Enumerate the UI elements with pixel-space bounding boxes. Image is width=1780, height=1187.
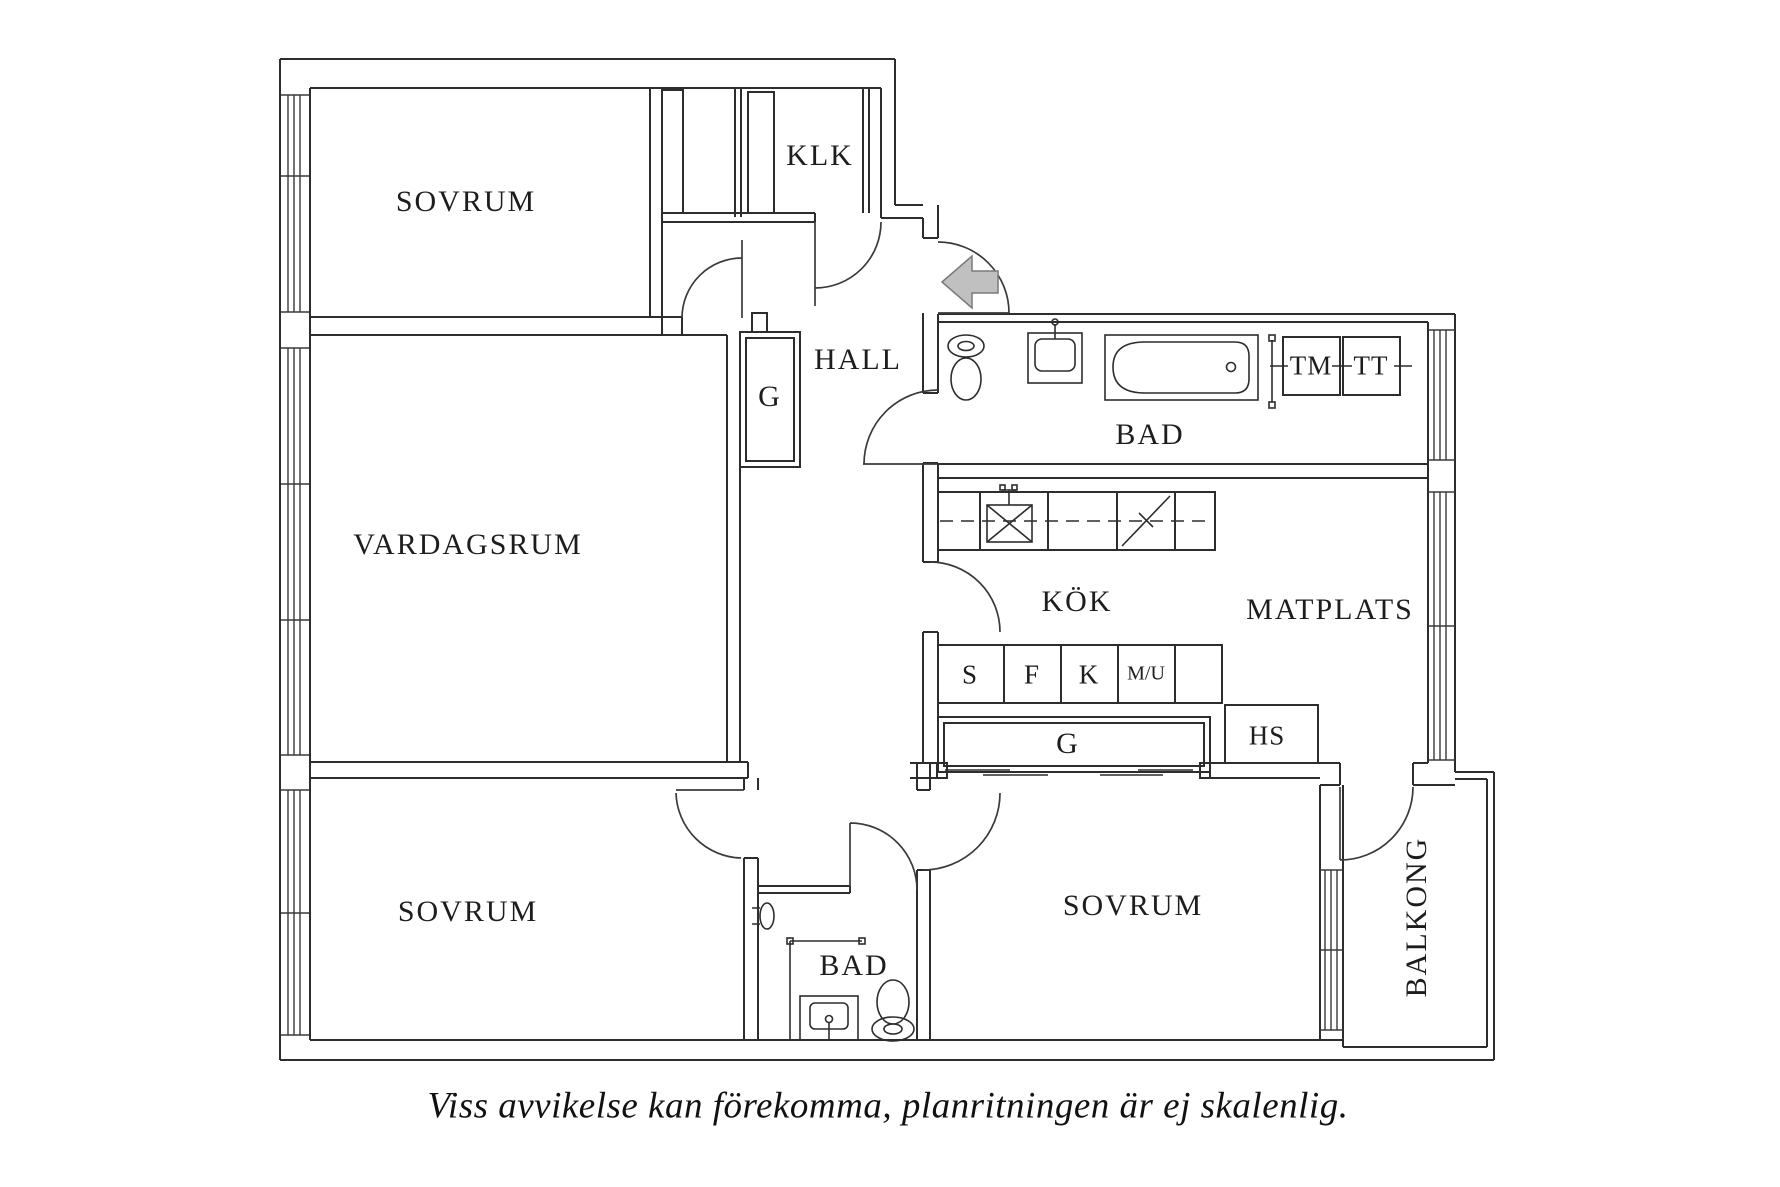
appliance-label-tm: TM [1289, 350, 1333, 381]
toilet-icon-main-bath [948, 335, 984, 400]
toilet-icon-small-bath [872, 980, 914, 1041]
drain-icon [1227, 363, 1236, 372]
cabinet-label-s: S [961, 659, 979, 690]
room-label-bad-main: BAD [1115, 418, 1185, 451]
room-label-balkong: BALKONG [1400, 836, 1433, 998]
room-label-bad-small: BAD [819, 949, 889, 982]
cabinet-label-f: F [1023, 659, 1041, 690]
window-vardagsrum [281, 348, 309, 755]
duct-shaft [662, 90, 683, 213]
closet-klk-rail-icon [748, 92, 774, 213]
disclaimer-caption: Viss avvikelse kan förekomma, planritningen är ej skalenlig. [427, 1085, 1349, 1127]
window-sovrum-se [1320, 870, 1343, 1030]
door-bad-main [863, 390, 938, 464]
room-label-kok: KÖK [1041, 585, 1113, 618]
door-bad-small [850, 823, 917, 890]
window-sovrum-sw [281, 790, 309, 1035]
room-label-sovrum-se: SOVRUM [1062, 889, 1204, 922]
room-label-sovrum-sw: SOVRUM [397, 895, 539, 928]
door-sovrum-sw [676, 790, 744, 858]
room-label-sovrum-nw: SOVRUM [395, 185, 537, 218]
kitchen-sink-icon [987, 485, 1032, 542]
windows [281, 95, 1455, 1035]
door-klk [815, 222, 881, 306]
door-sovrum-se [923, 793, 1000, 870]
window-bad-main [1428, 330, 1455, 460]
door-kok [930, 562, 1000, 632]
shower-icon [752, 903, 774, 929]
cabinet-label-mu: M/U [1127, 662, 1165, 685]
closet-label-g-hall: G [758, 380, 782, 413]
door-sovrum-nw [682, 240, 742, 318]
appliance-label-tt: TT [1353, 350, 1389, 381]
curtain-rail-main-bath [1269, 335, 1275, 408]
window-matplats [1428, 492, 1455, 760]
room-label-matplats: MATPLATS [1246, 593, 1414, 626]
wardrobe-label-g: G [1056, 727, 1080, 760]
cabinet-label-hs: HS [1248, 720, 1286, 751]
cabinet-label-k: K [1078, 659, 1100, 690]
room-label-hall: HALL [814, 343, 902, 376]
window-sovrum-nw [281, 95, 309, 312]
room-label-vardagsrum: VARDAGSRUM [353, 528, 583, 561]
room-label-klk: KLK [786, 139, 854, 172]
bathtub-icon [1105, 335, 1258, 400]
sink-icon-main-bath [1028, 319, 1082, 383]
sink-icon-small-bath [800, 996, 858, 1040]
